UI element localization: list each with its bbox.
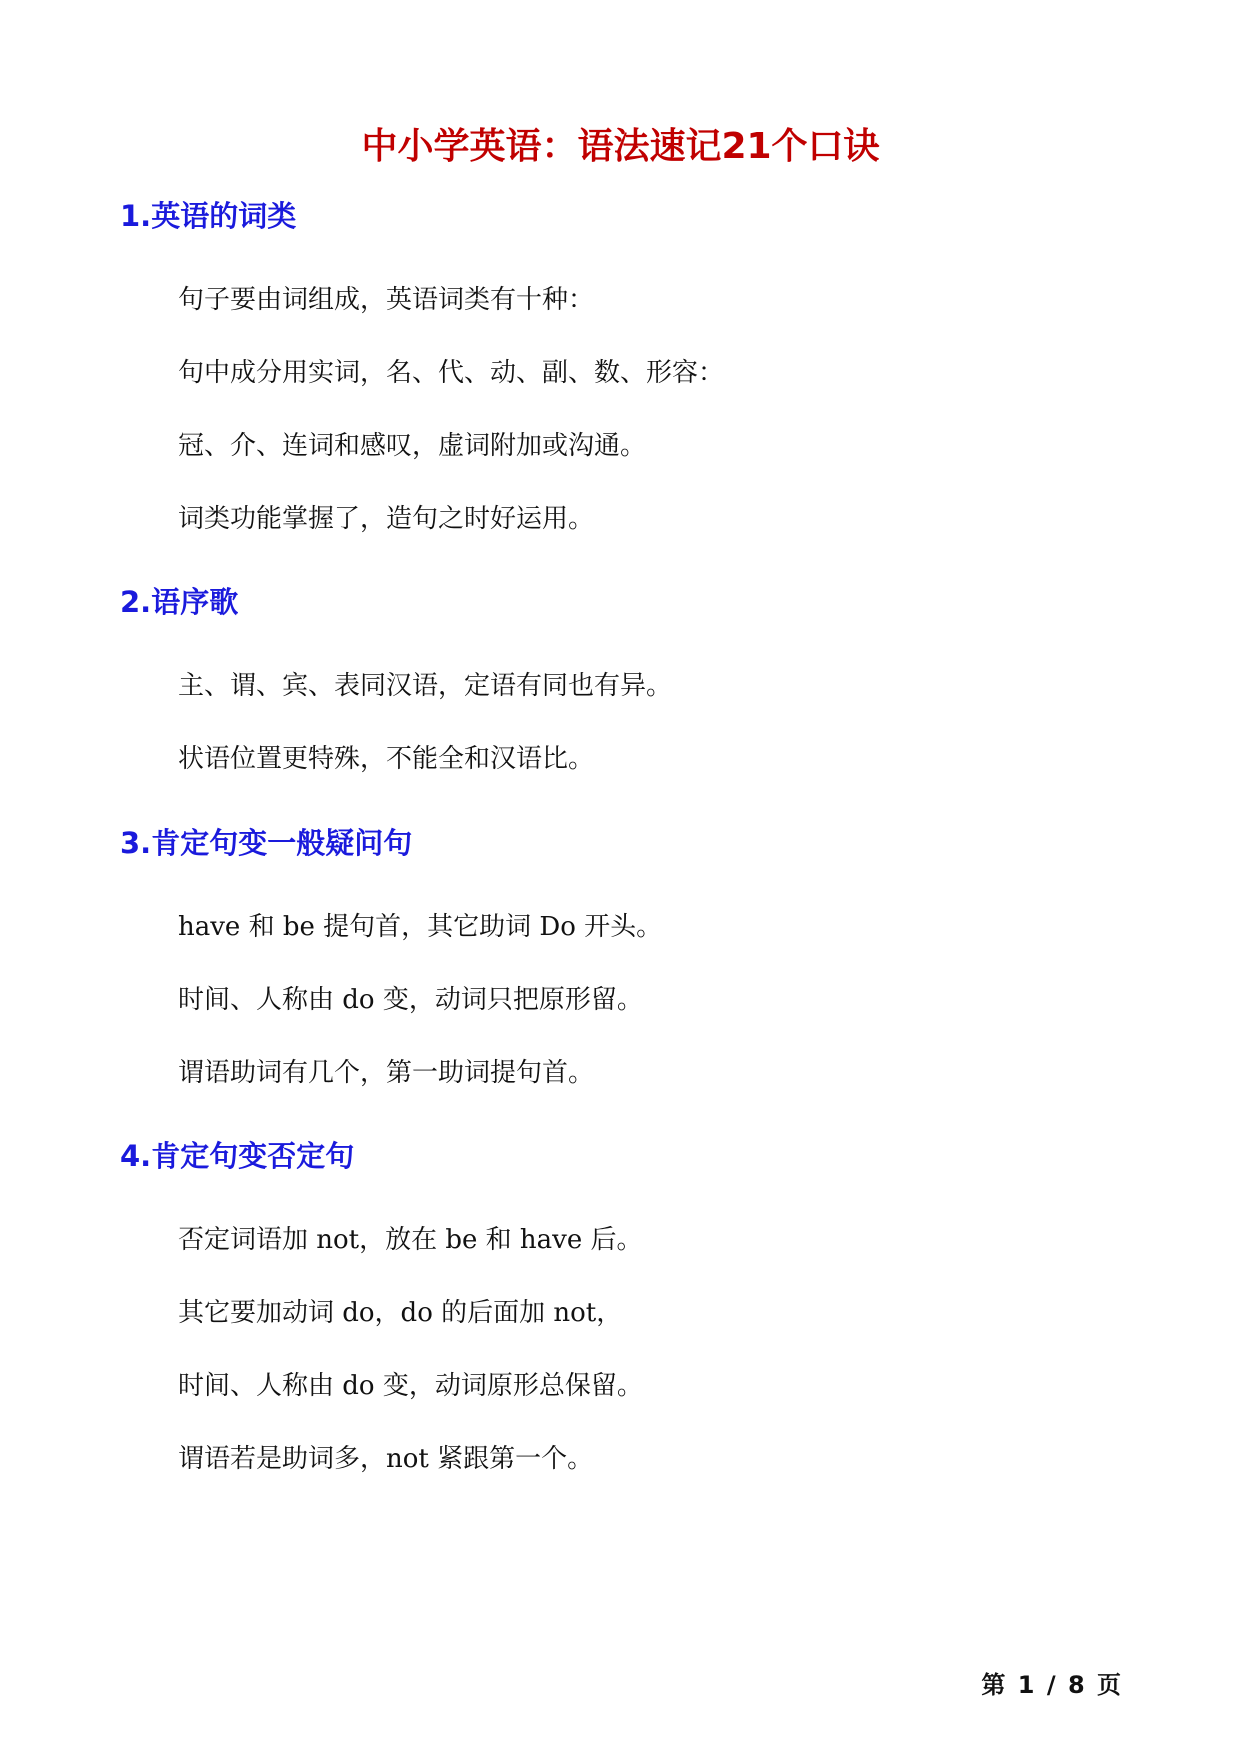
verse-line: 词类功能掌握了，造句之时好运用。 (178, 504, 595, 534)
current-page: 1 (1017, 1671, 1035, 1699)
verse-line: have 和 be 提句首，其它助词 Do 开头。 (178, 912, 663, 942)
verse-line: 其它要加动词 do，do 的后面加 not， (178, 1298, 623, 1328)
verse-line: 谓语助词有几个，第一助词提句首。 (178, 1058, 595, 1088)
verse-line: 状语位置更特殊，不能全和汉语比。 (178, 744, 595, 774)
verse-line: 句子要由词组成，英语词类有十种： (178, 285, 595, 315)
section-heading: 1.英语的词类 (120, 199, 297, 233)
verse-line: 时间、人称由 do 变，动词只把原形留。 (178, 985, 643, 1015)
verse-line: 主、谓、宾、表同汉语，定语有同也有异。 (178, 671, 673, 701)
page-separator: / (1046, 1671, 1056, 1699)
section-heading: 4.肯定句变否定句 (120, 1139, 355, 1173)
verse-line: 谓语若是助词多，not 紧跟第一个。 (178, 1444, 594, 1474)
verse-line: 时间、人称由 do 变，动词原形总保留。 (178, 1371, 643, 1401)
verse-line: 否定词语加 not，放在 be 和 have 后。 (178, 1225, 643, 1255)
verse-line: 句中成分用实词，名、代、动、副、数、形容： (178, 358, 725, 388)
document-title: 中小学英语：语法速记21个口诀 (361, 126, 880, 167)
verse-line: 冠、介、连词和感叹，虚词附加或沟通。 (178, 431, 647, 461)
page-number-indicator (979, 1668, 1123, 1702)
section-heading: 2.语序歌 (120, 585, 239, 619)
section-heading: 3.肯定句变一般疑问句 (120, 826, 413, 860)
page-prefix: 第 (981, 1671, 1006, 1699)
page-suffix: 页 (1097, 1671, 1121, 1699)
total-pages: 8 (1067, 1671, 1085, 1699)
